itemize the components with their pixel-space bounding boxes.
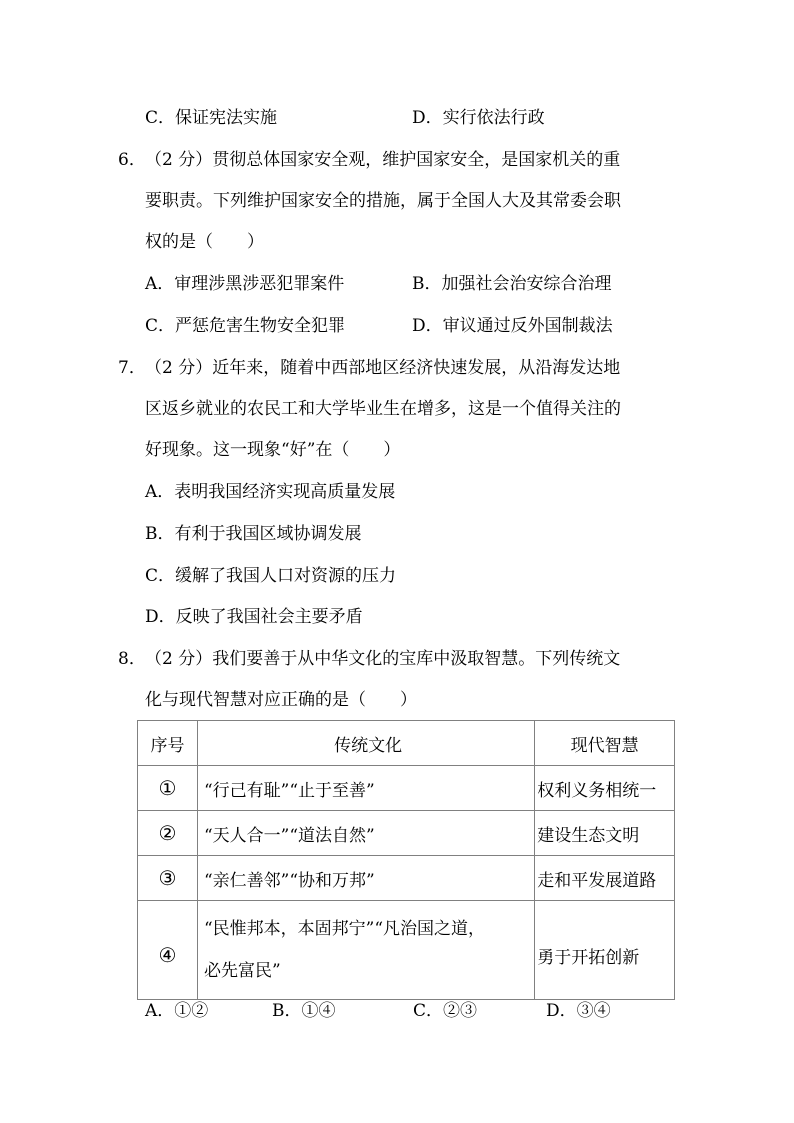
- q6-option-c: C．严惩危害生物安全犯罪: [145, 316, 346, 336]
- row-tradition: “行己有耻”“止于至善”: [197, 766, 534, 811]
- row-tradition: [197, 901, 534, 1000]
- row-tradition: “亲仁善邻”“协和万邦”: [197, 856, 534, 901]
- row-wisdom: 建设生态文明: [535, 811, 675, 856]
- table-row: [138, 856, 675, 901]
- row-wisdom: 权利义务相统一: [535, 766, 675, 811]
- header-cell-index: 序号: [138, 721, 198, 766]
- row-index: ③: [158, 866, 177, 890]
- q7-stem-line2: 区返乡就业的农民工和大学毕业生在增多，这是一个值得关注的: [145, 399, 621, 419]
- q6-stem-line2: 要职责。下列维护国家安全的措施，属于全国人大及其常委会职: [145, 191, 621, 211]
- table-row: [138, 766, 675, 811]
- q8-option-d: D．③④: [546, 1001, 611, 1021]
- table-header-row: [138, 721, 675, 766]
- q6-option-b: B．加强社会治安综合治理: [412, 274, 612, 294]
- row-tradition: “天人合一”“道法自然”: [197, 811, 534, 856]
- q7-option-b: B．有利于我国区域协调发展: [145, 524, 362, 544]
- q8-option-c: C．②③: [413, 1001, 478, 1021]
- row-index: ②: [158, 821, 177, 845]
- q7-option-d: D．反映了我国社会主要矛盾: [145, 607, 363, 627]
- q8-stem-line1: （2 分）我们要善于从中华文化的宝库中汲取智慧。下列传统文: [145, 649, 621, 669]
- q6-option-d: D．审议通过反外国制裁法: [412, 316, 613, 336]
- table-row: [138, 901, 675, 1000]
- row-index: ①: [158, 776, 177, 800]
- q5-option-d: D．实行依法行政: [412, 108, 545, 128]
- row-index: ④: [158, 943, 177, 967]
- row-tradition-line1: “民惟邦本，本固邦宁”“凡治国之道，: [203, 919, 486, 939]
- q6-stem-line1: （2 分）贯彻总体国家安全观，维护国家安全，是国家机关的重: [145, 150, 621, 170]
- q8-number: 8．: [118, 649, 146, 669]
- q7-stem-line1: （2 分）近年来，随着中西部地区经济快速发展，从沿海发达地: [145, 358, 621, 378]
- row-wisdom: 勇于开拓创新: [535, 901, 675, 1000]
- row-wisdom: 走和平发展道路: [535, 856, 675, 901]
- row-tradition-line2: 必先富民”: [203, 961, 281, 981]
- q8-option-b: B．①④: [272, 1001, 336, 1021]
- q7-option-c: C．缓解了我国人口对资源的压力: [145, 566, 397, 586]
- q7-number: 7．: [118, 358, 146, 378]
- q6-number: 6．: [118, 150, 146, 170]
- q6-option-a: A．审理涉黑涉恶犯罪案件: [145, 274, 345, 294]
- q5-option-c: C．保证宪法实施: [145, 108, 278, 128]
- q8-table: [137, 720, 675, 1000]
- header-cell-wisdom: 现代智慧: [535, 721, 675, 766]
- q7-stem-line3: 好现象。这一现象“好”在（ ）: [145, 440, 401, 460]
- header-cell-tradition: 传统文化: [197, 721, 534, 766]
- q8-stem-line2: 化与现代智慧对应正确的是（ ）: [145, 690, 417, 710]
- table-row: [138, 811, 675, 856]
- q8-option-a: A．①②: [145, 1001, 209, 1021]
- q6-stem-line3: 权的是（ ）: [145, 232, 264, 252]
- q7-option-a: A．表明我国经济实现高质量发展: [145, 482, 396, 502]
